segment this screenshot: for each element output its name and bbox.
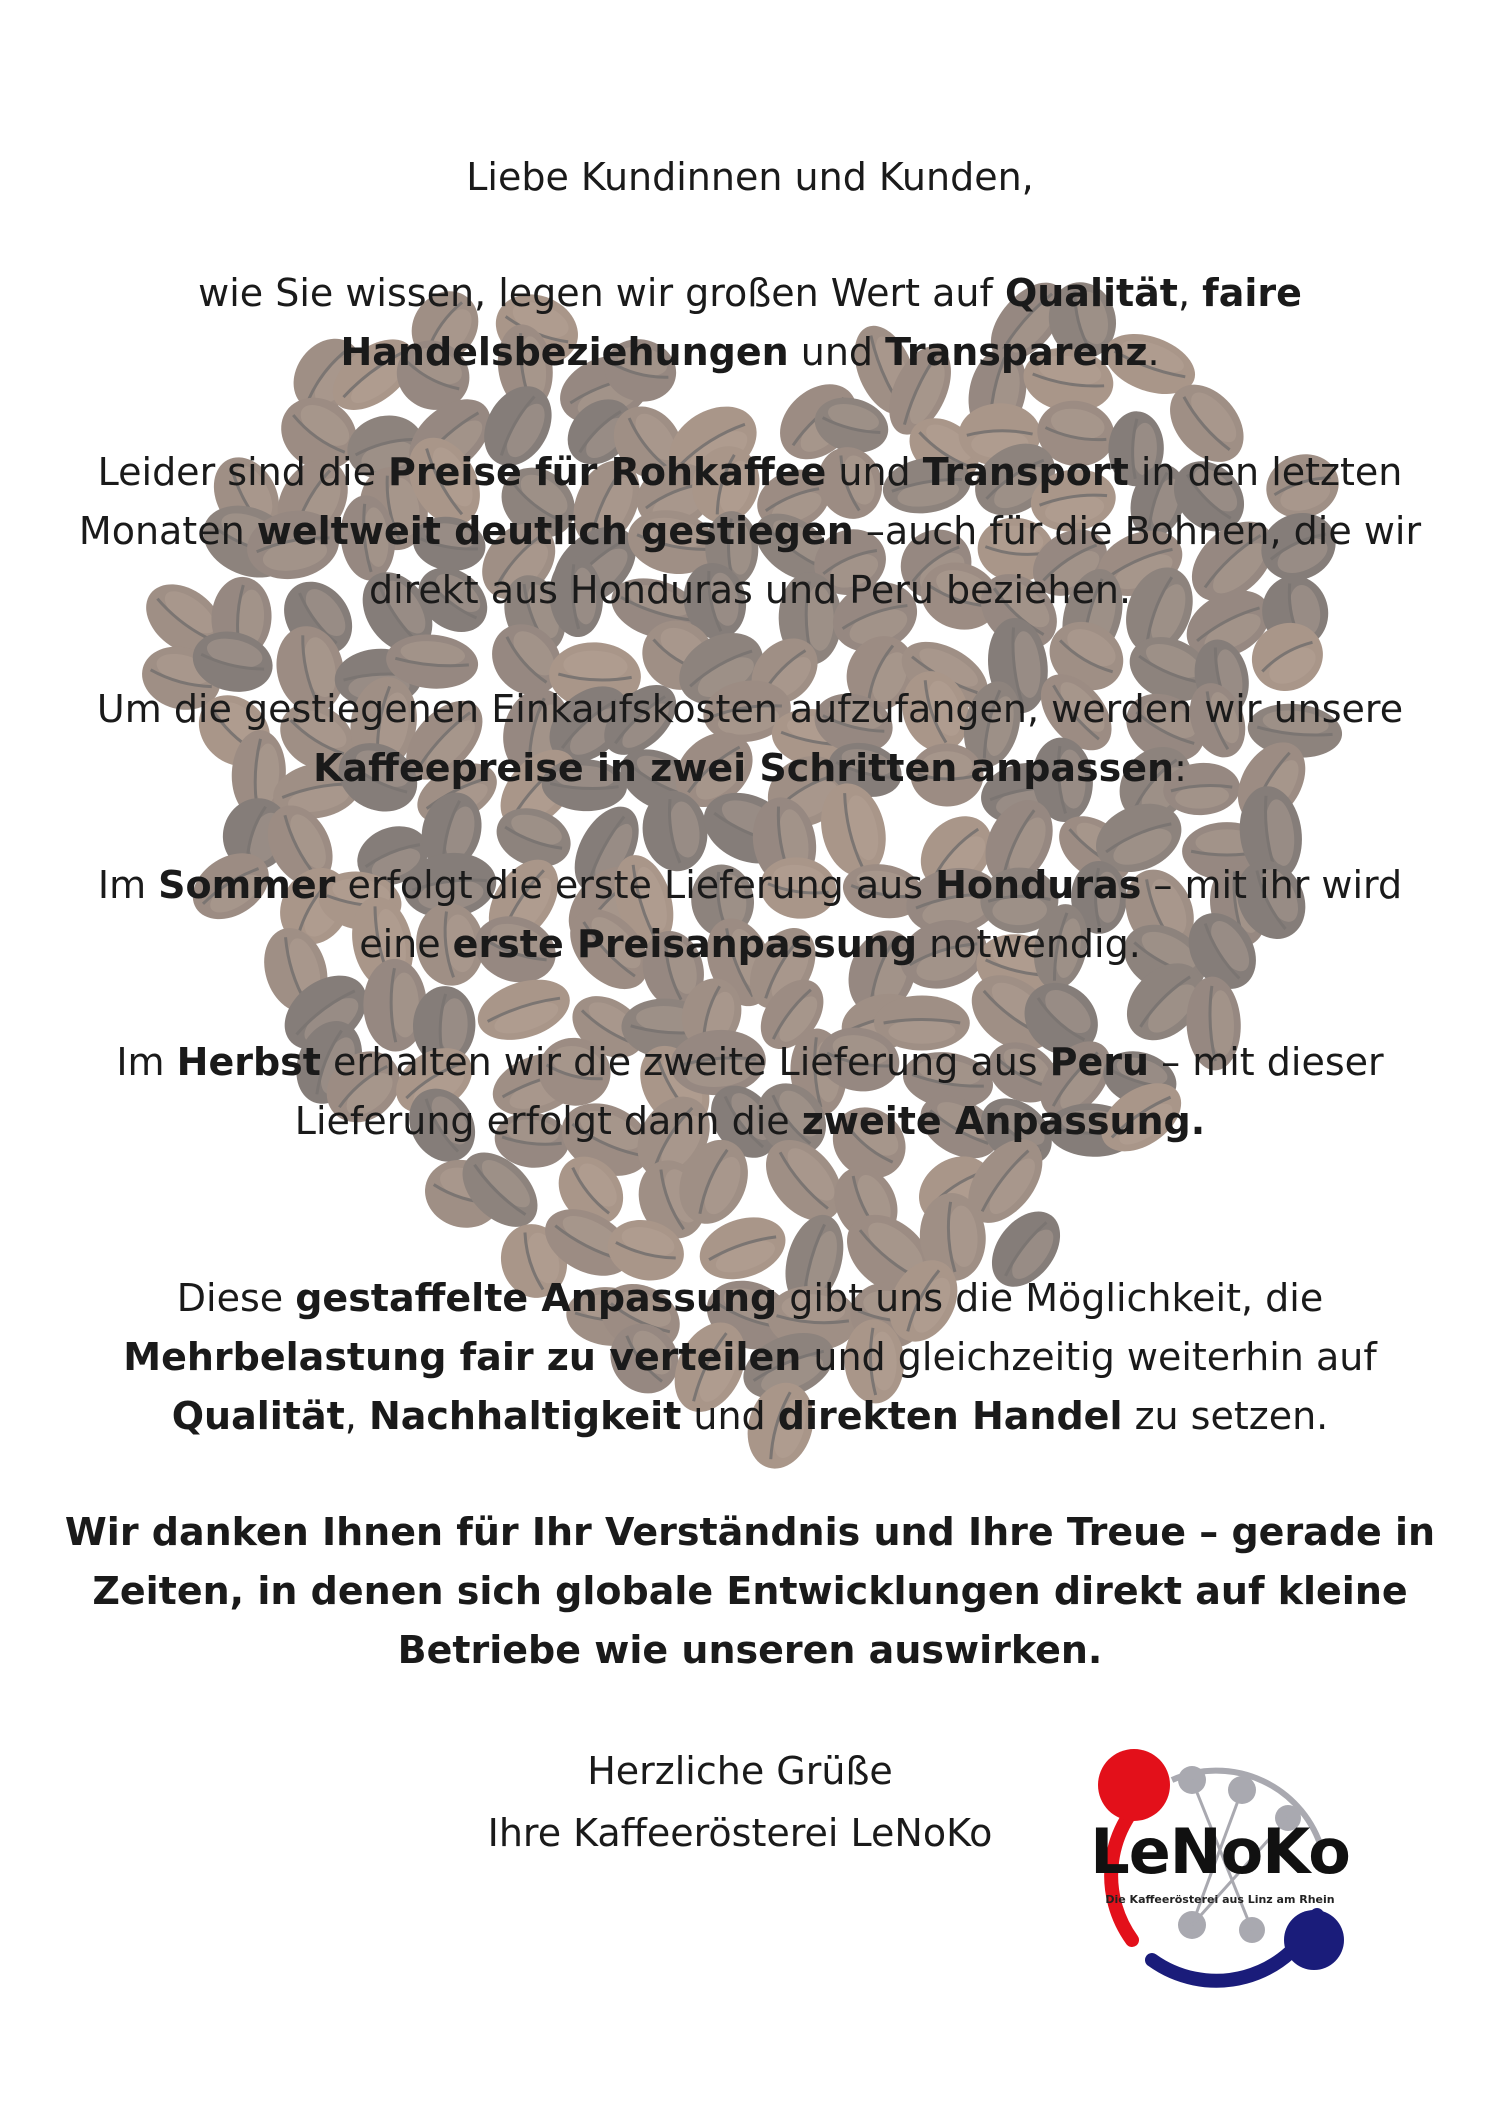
paragraph-2: Leider sind die Preise für Rohkaffee und Transport in den letzten Monaten weltweit deutlich gestiegen –auch für die Bohnen, die wir direkt aus Honduras und Peru beziehen. bbox=[78, 450, 1422, 612]
closing-paragraph: Wir danken Ihnen für Ihr Verständnis und Ihre Treue – gerade in Zeiten, in denen sich globale Entwicklungen direkt auf kleine Betriebe wie unseren auswirken. bbox=[64, 1510, 1436, 1672]
paragraph-3: Um die gestiegenen Einkaufskosten aufzufangen, werden wir unsere Kaffeepreise in zwei Schritten anpassen: bbox=[96, 687, 1404, 790]
paragraph-1: wie Sie wissen, legen wir großen Wert auf Qualität, faire Handelsbeziehungen und Transparenz. bbox=[198, 271, 1302, 374]
signature-sender: Ihre Kaffeerösterei LeNoKo bbox=[487, 1811, 993, 1855]
paragraph-4: Im Sommer erfolgt die erste Lieferung aus Honduras – mit ihr wird eine erste Preisanpassung notwendig. bbox=[97, 863, 1403, 966]
signature-greeting: Herzliche Grüße bbox=[587, 1749, 893, 1793]
signature bbox=[420, 1740, 1060, 1864]
logo-wordmark: LeNoKo bbox=[1090, 1815, 1350, 1888]
paragraph-5: Im Herbst erhalten wir die zweite Lieferung aus Peru – mit dieser Lieferung erfolgt dann die zweite Anpassung. bbox=[116, 1040, 1384, 1143]
logo-red-dot bbox=[1098, 1749, 1170, 1821]
logo-tagline: Die Kaffeerösterei aus Linz am Rhein bbox=[1105, 1893, 1335, 1906]
greeting: Liebe Kundinnen und Kunden, bbox=[466, 155, 1034, 199]
logo-blue-dot bbox=[1284, 1910, 1344, 1970]
paragraph-6: Diese gestaffelte Anpassung gibt uns die Möglichkeit, die Mehrbelastung fair zu verteilen und gleichzeitig weiterhin auf Qualität, Nachhaltigkeit und direkten Handel zu setzen. bbox=[123, 1276, 1377, 1438]
